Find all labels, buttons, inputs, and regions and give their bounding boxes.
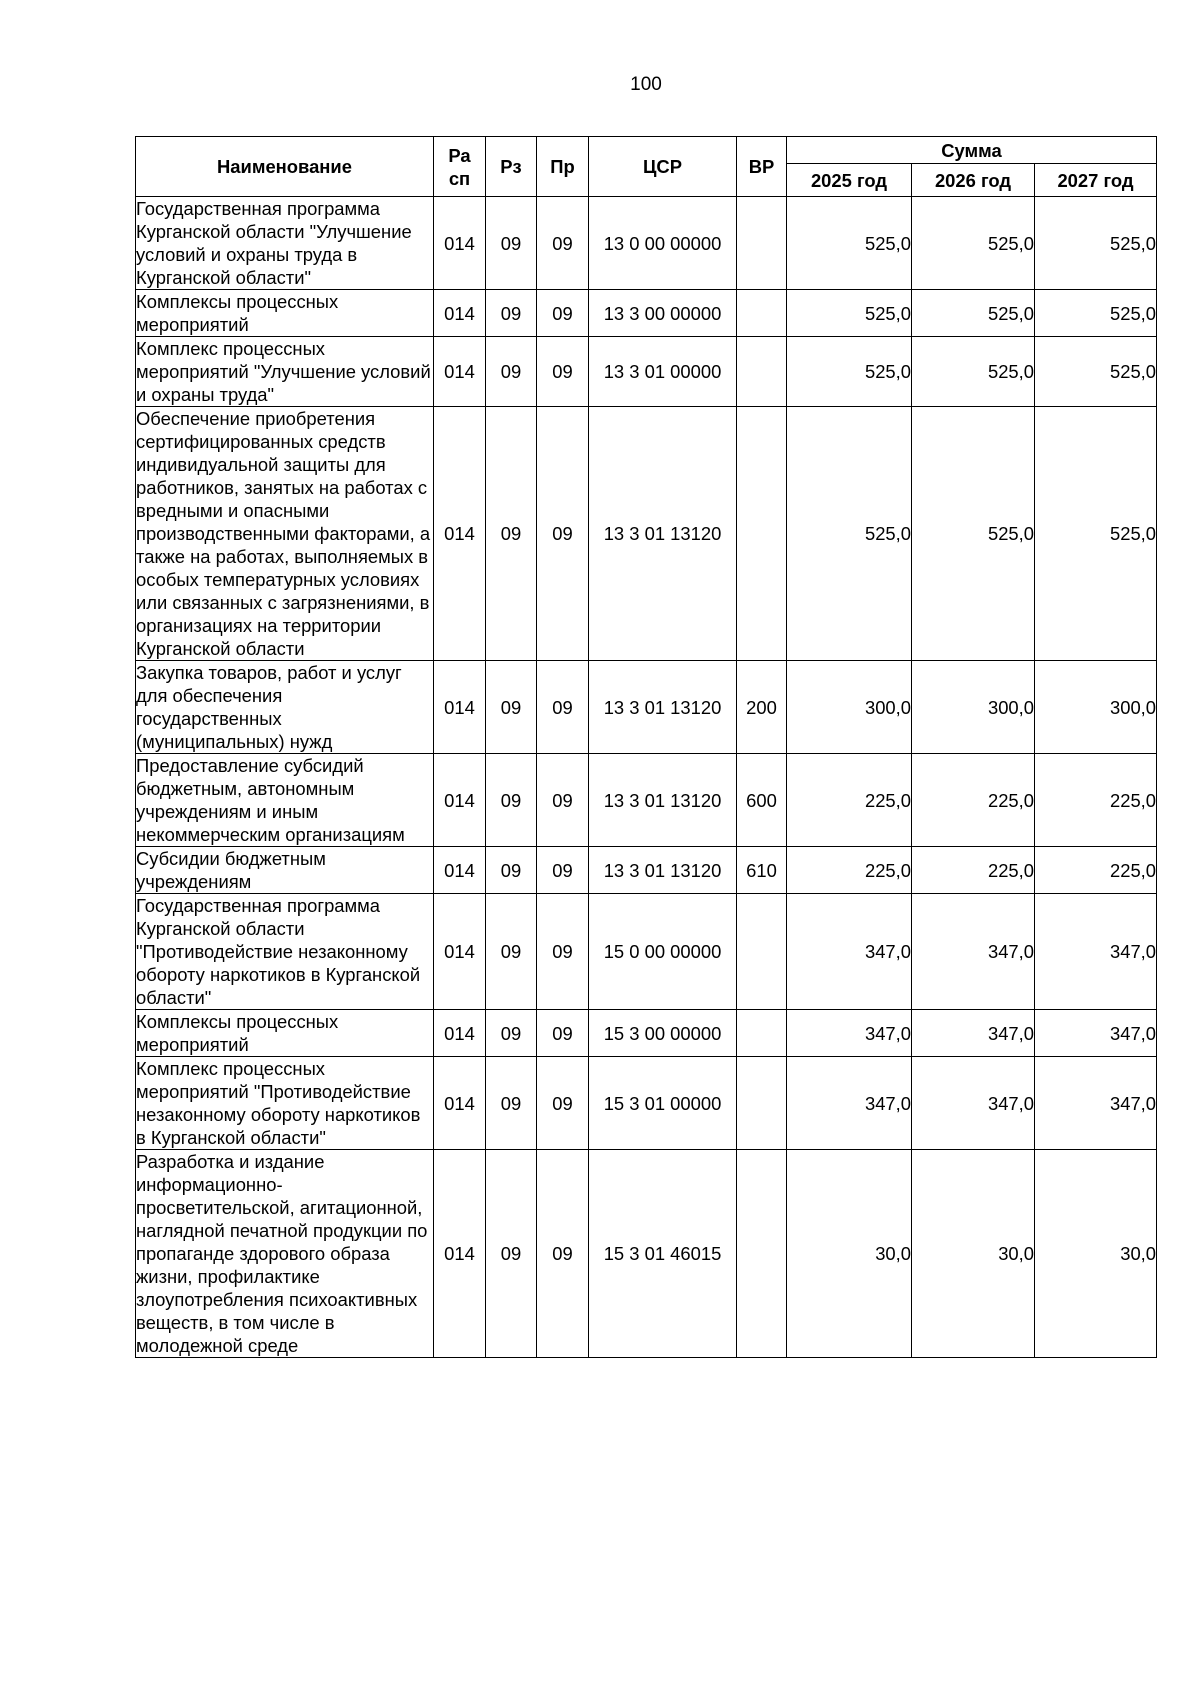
cell-pr: 09: [537, 1057, 589, 1150]
cell-sum-2027: 347,0: [1035, 894, 1157, 1010]
cell-csr: 15 3 00 00000: [589, 1010, 737, 1057]
cell-sum-2027: 300,0: [1035, 661, 1157, 754]
table-row: [136, 661, 1157, 754]
cell-sum-2025: 225,0: [787, 847, 912, 894]
cell-pr: 09: [537, 290, 589, 337]
cell-pr: 09: [537, 894, 589, 1010]
cell-sum-2027: 347,0: [1035, 1010, 1157, 1057]
cell-csr: 13 0 00 00000: [589, 197, 737, 290]
cell-name: Комплекс процессных мероприятий "Улучшение условий и охраны труда": [136, 337, 434, 407]
cell-csr: 13 3 01 13120: [589, 661, 737, 754]
cell-name: Закупка товаров, работ и услуг для обеспечения государственных (муниципальных) нужд: [136, 661, 434, 754]
header-year-2027: 2027 год: [1035, 164, 1157, 197]
cell-name: Субсидии бюджетным учреждениям: [136, 847, 434, 894]
cell-rz: 09: [486, 407, 537, 661]
table-header: [136, 137, 1157, 197]
cell-pr: 09: [537, 1010, 589, 1057]
cell-rz: 09: [486, 894, 537, 1010]
cell-vr: [737, 1010, 787, 1057]
cell-sum-2026: 225,0: [912, 754, 1035, 847]
cell-vr: [737, 894, 787, 1010]
cell-vr: [737, 337, 787, 407]
cell-sum-2025: 525,0: [787, 407, 912, 661]
table-row: [136, 1057, 1157, 1150]
cell-csr: 13 3 01 00000: [589, 337, 737, 407]
cell-vr: [737, 1150, 787, 1358]
table-row: [136, 847, 1157, 894]
cell-sum-2025: 525,0: [787, 197, 912, 290]
cell-rasp: 014: [434, 1057, 486, 1150]
cell-sum-2027: 525,0: [1035, 337, 1157, 407]
cell-rasp: 014: [434, 407, 486, 661]
cell-name: Государственная программа Курганской области "Улучшение условий и охраны труда в Курганской области": [136, 197, 434, 290]
cell-rz: 09: [486, 1010, 537, 1057]
cell-name: Комплексы процессных мероприятий: [136, 1010, 434, 1057]
cell-vr: [737, 290, 787, 337]
cell-sum-2025: 525,0: [787, 337, 912, 407]
cell-name: Разработка и издание информационно-просветительской, агитационной, наглядной печатной продукции по пропаганде здорового образа жизни, профилактике злоупотребления психоактивных веществ, в том числе в молодежной среде: [136, 1150, 434, 1358]
cell-sum-2025: 30,0: [787, 1150, 912, 1358]
header-name: Наименование: [136, 137, 434, 197]
header-year-2025: 2025 год: [787, 164, 912, 197]
cell-sum-2025: 347,0: [787, 894, 912, 1010]
table-row: [136, 754, 1157, 847]
table-row: [136, 290, 1157, 337]
header-csr: ЦСР: [589, 137, 737, 197]
cell-csr: 15 0 00 00000: [589, 894, 737, 1010]
header-vr: ВР: [737, 137, 787, 197]
cell-csr: 13 3 01 13120: [589, 754, 737, 847]
header-rasp: [434, 137, 486, 197]
cell-rasp: 014: [434, 1010, 486, 1057]
cell-sum-2027: 525,0: [1035, 197, 1157, 290]
cell-sum-2025: 525,0: [787, 290, 912, 337]
cell-rz: 09: [486, 847, 537, 894]
cell-name: Комплексы процессных мероприятий: [136, 290, 434, 337]
header-rasp-top: Ра: [448, 144, 471, 166]
cell-pr: 09: [537, 407, 589, 661]
cell-sum-2026: 525,0: [912, 337, 1035, 407]
page-number: 100: [630, 74, 662, 95]
cell-csr: 13 3 00 00000: [589, 290, 737, 337]
table-row: [136, 1150, 1157, 1358]
cell-rasp: 014: [434, 197, 486, 290]
cell-rz: 09: [486, 197, 537, 290]
header-rasp-bottom: сп: [448, 167, 471, 189]
cell-vr: 200: [737, 661, 787, 754]
cell-rz: 09: [486, 1057, 537, 1150]
cell-pr: 09: [537, 754, 589, 847]
cell-sum-2026: 347,0: [912, 894, 1035, 1010]
cell-sum-2027: 30,0: [1035, 1150, 1157, 1358]
cell-sum-2027: 525,0: [1035, 290, 1157, 337]
cell-pr: 09: [537, 847, 589, 894]
table-row: [136, 894, 1157, 1010]
cell-rz: 09: [486, 754, 537, 847]
cell-rz: 09: [486, 1150, 537, 1358]
cell-name: Государственная программа Курганской области "Противодействие незаконному обороту наркотиков в Курганской области": [136, 894, 434, 1010]
cell-rasp: 014: [434, 754, 486, 847]
cell-rasp: 014: [434, 661, 486, 754]
cell-name: Комплекс процессных мероприятий "Противодействие незаконному обороту наркотиков в Курганской области": [136, 1057, 434, 1150]
cell-pr: 09: [537, 1150, 589, 1358]
cell-vr: [737, 407, 787, 661]
table-row: [136, 337, 1157, 407]
cell-sum-2027: 347,0: [1035, 1057, 1157, 1150]
cell-sum-2026: 525,0: [912, 197, 1035, 290]
table-row: [136, 1010, 1157, 1057]
cell-rz: 09: [486, 337, 537, 407]
cell-rz: 09: [486, 661, 537, 754]
cell-name: Обеспечение приобретения сертифицированных средств индивидуальной защиты для работников, занятых на работах с вредными и опасными производственными факторами, а также на работах, выполняемых в особых температурных условиях или связанных с загрязнениями, в организациях на территории Курганской области: [136, 407, 434, 661]
budget-table: [135, 136, 1157, 1358]
table-body: [136, 197, 1157, 1358]
cell-sum-2027: 525,0: [1035, 407, 1157, 661]
cell-pr: 09: [537, 337, 589, 407]
cell-rasp: 014: [434, 337, 486, 407]
cell-rasp: 014: [434, 847, 486, 894]
cell-rz: 09: [486, 290, 537, 337]
cell-sum-2025: 347,0: [787, 1010, 912, 1057]
header-year-2026: 2026 год: [912, 164, 1035, 197]
header-sum: Сумма: [787, 137, 1157, 164]
cell-csr: 13 3 01 13120: [589, 407, 737, 661]
cell-vr: 600: [737, 754, 787, 847]
cell-sum-2026: 347,0: [912, 1057, 1035, 1150]
cell-csr: 15 3 01 46015: [589, 1150, 737, 1358]
cell-sum-2026: 225,0: [912, 847, 1035, 894]
cell-name: Предоставление субсидий бюджетным, автономным учреждениям и иным некоммерческим организациям: [136, 754, 434, 847]
header-pr: Пр: [537, 137, 589, 197]
cell-sum-2025: 347,0: [787, 1057, 912, 1150]
cell-pr: 09: [537, 197, 589, 290]
cell-sum-2026: 525,0: [912, 407, 1035, 661]
cell-sum-2026: 525,0: [912, 290, 1035, 337]
cell-rasp: 014: [434, 1150, 486, 1358]
cell-sum-2026: 347,0: [912, 1010, 1035, 1057]
cell-sum-2025: 225,0: [787, 754, 912, 847]
cell-sum-2027: 225,0: [1035, 754, 1157, 847]
cell-vr: [737, 1057, 787, 1150]
cell-sum-2026: 300,0: [912, 661, 1035, 754]
cell-pr: 09: [537, 661, 589, 754]
cell-sum-2026: 30,0: [912, 1150, 1035, 1358]
cell-csr: 13 3 01 13120: [589, 847, 737, 894]
cell-csr: 15 3 01 00000: [589, 1057, 737, 1150]
cell-vr: [737, 197, 787, 290]
cell-vr: 610: [737, 847, 787, 894]
cell-sum-2025: 300,0: [787, 661, 912, 754]
header-rz: Рз: [486, 137, 537, 197]
cell-sum-2027: 225,0: [1035, 847, 1157, 894]
cell-rasp: 014: [434, 290, 486, 337]
cell-rasp: 014: [434, 894, 486, 1010]
table-row: [136, 197, 1157, 290]
table-row: [136, 407, 1157, 661]
